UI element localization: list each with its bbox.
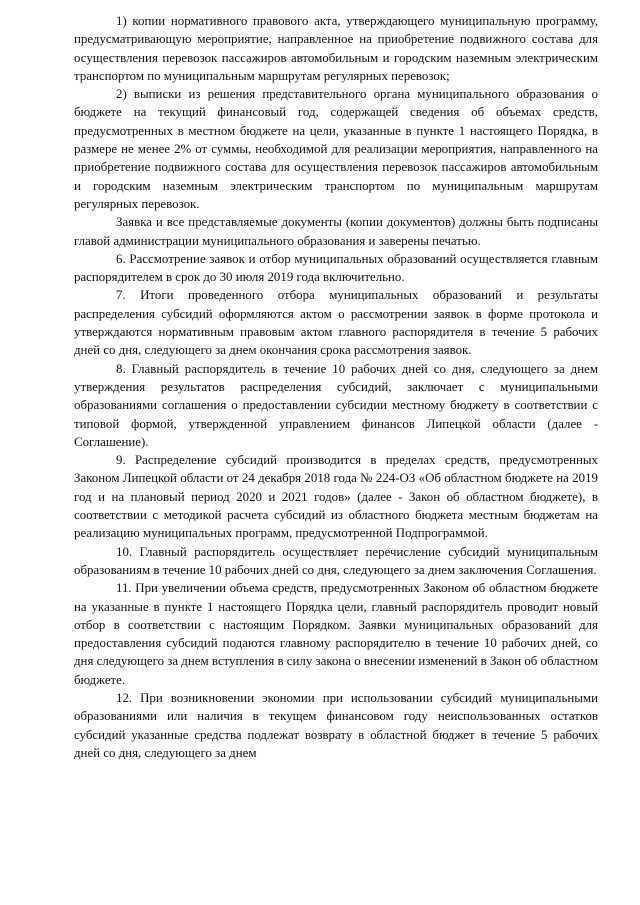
paragraph-clause-6: 6. Рассмотрение заявок и отбор муниципальных образований осуществляется главным распорядителем в срок до 30 июля 2019 года включительно. bbox=[74, 251, 598, 285]
paragraph-clause-12: 12. При возникновении экономии при использовании субсидий муниципальными образованиями или наличия в текущем финансовом году неиспользованных остатков субсидий указанные средства подлежат возврату в областной бюджет в течение 5 рабочих дней со дня, следующего за днем bbox=[74, 690, 598, 760]
paragraph-application-signature: Заявка и все представляемые документы (копии документов) должны быть подписаны главой администрации муниципального образования и заверены печатью. bbox=[74, 215, 598, 248]
paragraph-item-2: 2) выписки из решения представительного органа муниципального образования о бюджете на текущий финансовый год, содержащей сведения об объемах средств, предусмотренных в местном бюджете на цели, указанные в пункте 1 настоящего Порядка, в размере не менее 2% от суммы, необходимой для реализации мероприятия, направленного на приобретение подвижного состава для осуществления перевозок пассажиров автомобильным и городским наземным электрическим транспортом по муниципальным маршрутам регулярных перевозок. bbox=[74, 87, 598, 211]
paragraph-clause-10: 10. Главный распорядитель осуществляет перечисление субсидий муниципальным образованиям в течение 10 рабочих дней со дня, следующего за днем заключения Соглашения. bbox=[74, 544, 598, 577]
paragraph-clause-11: 11. При увеличении объема средств, предусмотренных Законом об областном бюджете на указанные в пункте 1 настоящего Порядка цели, главный распорядитель проводит новый отбор в соответствии с настоящим Порядком. Заявки муниципальных образований для предоставления субсидий подаются главному распорядителю в течение 10 рабочих дней, со дня следующего за днем вступления в силу закона о внесении изменений в Закон об областном бюджете. bbox=[74, 581, 598, 687]
document-page bbox=[74, 12, 598, 762]
paragraph-clause-8: 8. Главный распорядитель в течение 10 рабочих дней со дня, следующего за днем утверждения результатов распределения субсидий, заключает с муниципальными образованиями соглашения о предоставлении субсидии местному бюджету в соответствии с типовой формой, утвержденной управлением финансов Липецкой области (далее - Соглашение). bbox=[74, 361, 598, 449]
paragraph-item-1: 1) копии нормативного правового акта, утверждающего муниципальную программу, предусматривающую мероприятие, направленное на приобретение подвижного состава для осуществления перевозок пассажиров автомобильным и городским наземным электрическим транспортом по муниципальным маршрутам регулярных перевозок; bbox=[74, 14, 598, 83]
paragraph-clause-9: 9. Распределение субсидий производится в пределах средств, предусмотренных Законом Липецкой области от 24 декабря 2018 года № 224-ОЗ «Об областном бюджете на 2019 год и на плановый период 2020 и 2021 годов» (далее - Закон об областном бюджете), в соответствии с методикой расчета субсидий из областного бюджета местным бюджетам на реализацию муниципальных программ, предусмотренной Подпрограммой. bbox=[74, 453, 598, 541]
paragraph-clause-7: 7. Итоги проведенного отбора муниципальных образований и результаты распределения субсидий оформляются актом о рассмотрении заявок в форме протокола и утверждаются нормативным правовым актом главного распорядителя в течение 5 рабочих дней со дня, следующего за днем окончания срока рассмотрения заявок. bbox=[74, 288, 598, 358]
